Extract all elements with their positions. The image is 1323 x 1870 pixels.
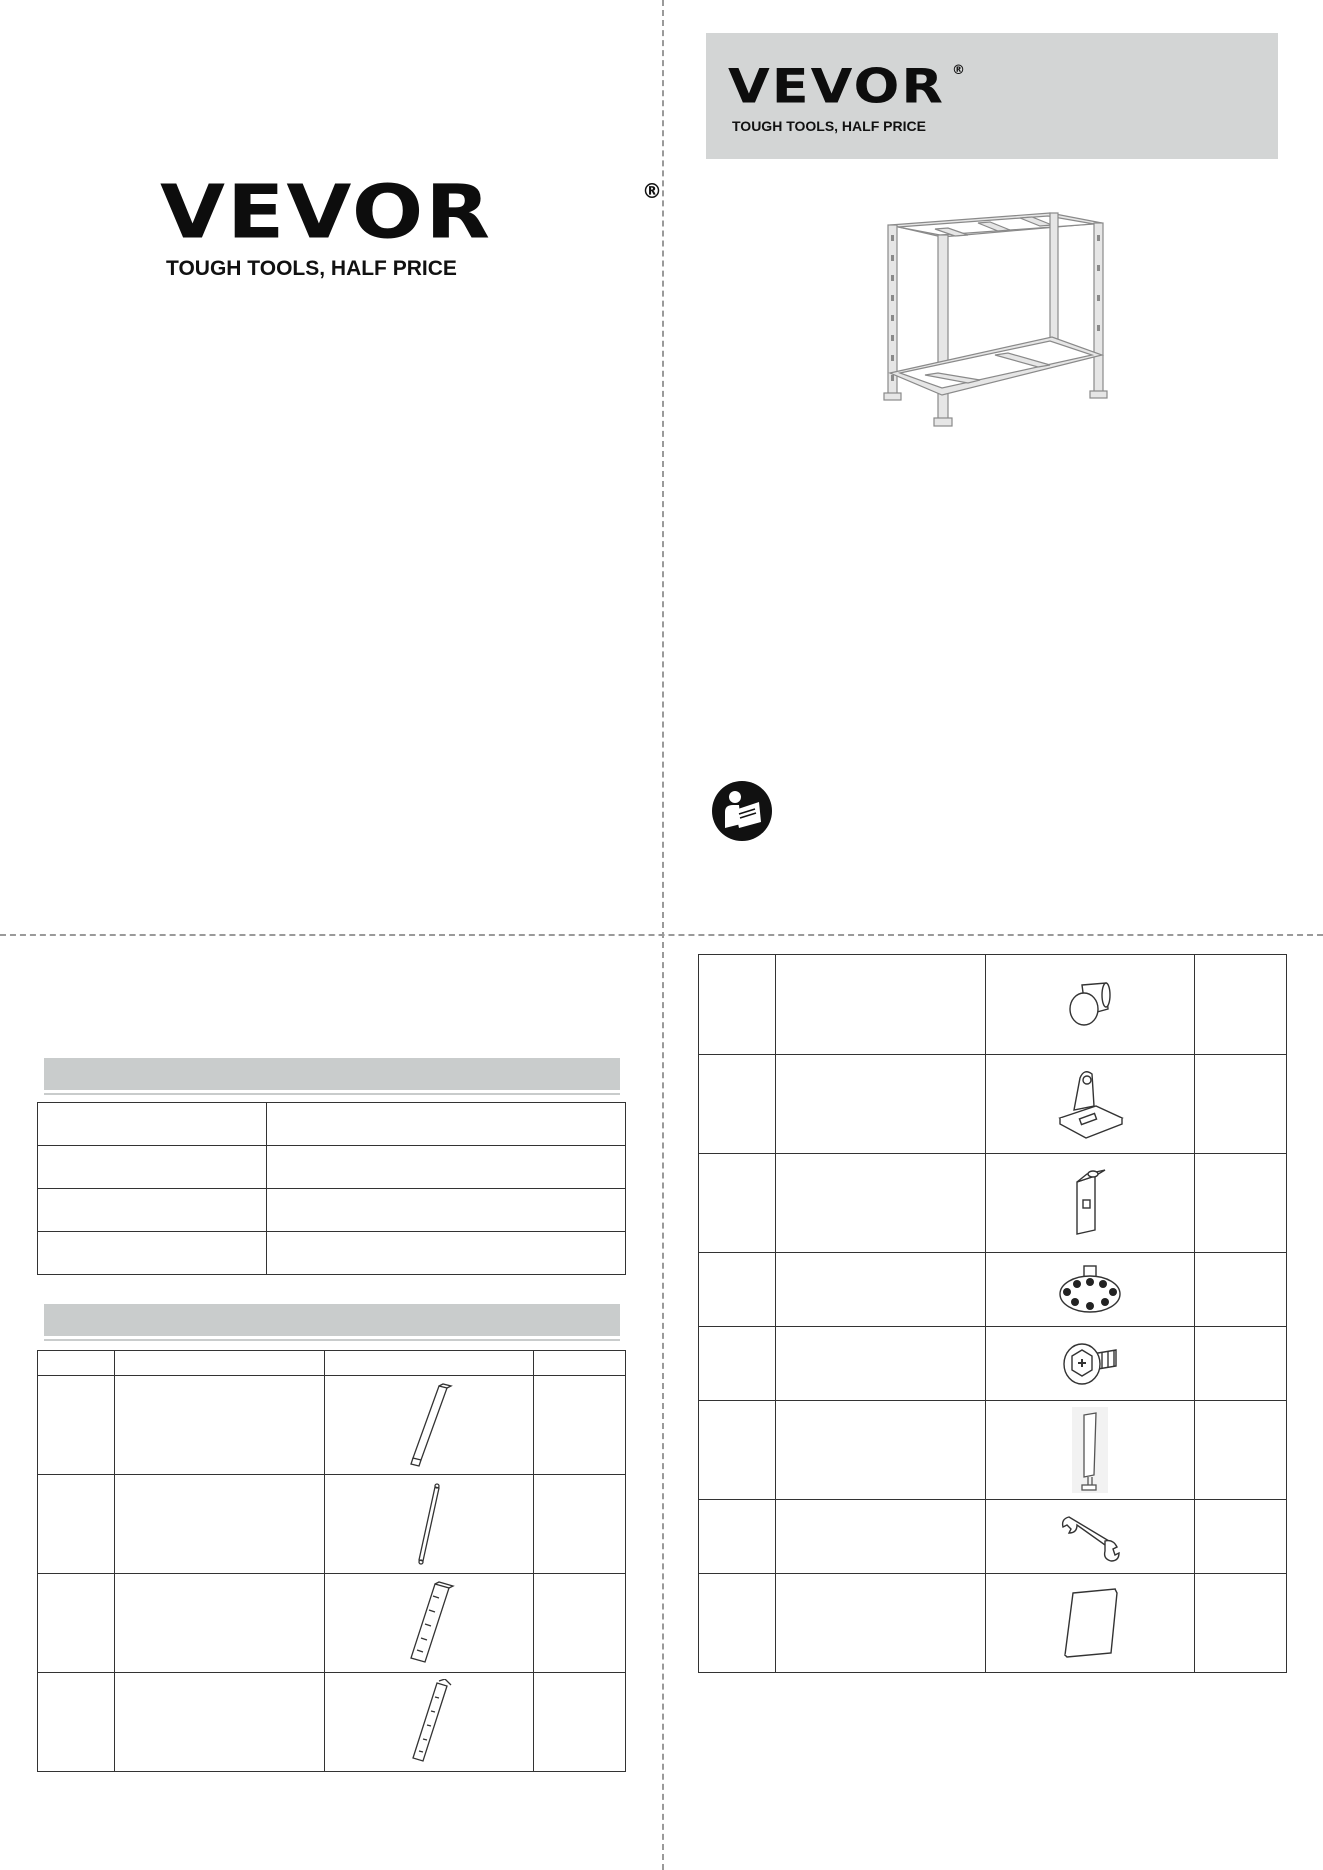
horizontal-fold-line [0, 934, 1323, 936]
table-row [38, 1574, 626, 1673]
spec-key [38, 1146, 267, 1189]
part-name [775, 955, 986, 1055]
part-no [38, 1673, 115, 1772]
header-no [38, 1351, 115, 1376]
ac-stand-frame-image [880, 205, 1110, 435]
part-qty [534, 1475, 626, 1574]
part-no [699, 955, 776, 1055]
part-no [699, 1055, 776, 1154]
registered-mark: ® [952, 63, 965, 78]
logo-tagline: TOUGH TOOLS, HALF PRICE [732, 118, 926, 134]
part-name [775, 1574, 986, 1673]
part-picture [986, 1253, 1195, 1327]
part-name [775, 1154, 986, 1253]
part-qty [1195, 955, 1287, 1055]
spec-row [38, 1103, 626, 1146]
part-no [38, 1475, 115, 1574]
part-no [38, 1376, 115, 1475]
long-bracket-bar-icon [399, 1382, 459, 1468]
table-row [38, 1673, 626, 1772]
part-picture [325, 1574, 534, 1673]
part-name [114, 1376, 325, 1475]
part-name [114, 1673, 325, 1772]
part-qty [534, 1673, 626, 1772]
part-picture [986, 1401, 1195, 1500]
part-no [699, 1327, 776, 1401]
part-picture [986, 1574, 1195, 1673]
header-qty [534, 1351, 626, 1376]
part-qty [1195, 1055, 1287, 1154]
spec-row [38, 1189, 626, 1232]
table-row [699, 1500, 1287, 1574]
expansion-anchor-icon [1070, 1405, 1110, 1495]
slotted-channel-icon [399, 1580, 459, 1666]
header-name [114, 1351, 325, 1376]
logo-tagline: TOUGH TOOLS, HALF PRICE [166, 257, 457, 280]
part-qty [1195, 1154, 1287, 1253]
part-picture [986, 1154, 1195, 1253]
parts-table-right [698, 954, 1287, 1673]
part-no [699, 1253, 776, 1327]
end-cap-icon [1060, 975, 1120, 1035]
table-row [38, 1475, 626, 1574]
part-no [38, 1574, 115, 1673]
registered-mark: ® [642, 179, 662, 203]
part-qty [534, 1376, 626, 1475]
cover-logo [160, 168, 662, 280]
specification-table [37, 1102, 626, 1275]
parts-header-row [38, 1351, 626, 1376]
flange-bolt-icon [1058, 1336, 1122, 1392]
l-bracket-foot-icon [1050, 1066, 1130, 1142]
part-picture [986, 1500, 1195, 1574]
part-name [775, 1253, 986, 1327]
table-row [699, 1327, 1287, 1401]
logo-wordmark: VEVOR [160, 168, 493, 256]
wrench-icon [1055, 1509, 1125, 1565]
spec-row [38, 1146, 626, 1189]
table-row [38, 1376, 626, 1475]
read-manual-icon [711, 780, 773, 842]
part-picture [325, 1475, 534, 1574]
table-row [699, 1401, 1287, 1500]
table-row [699, 1253, 1287, 1327]
part-qty [1195, 1401, 1287, 1500]
spec-value [267, 1103, 626, 1146]
part-name [775, 1327, 986, 1401]
part-name [114, 1574, 325, 1673]
parts-table-left [37, 1350, 626, 1772]
part-qty [1195, 1500, 1287, 1574]
part-qty [534, 1574, 626, 1673]
table-row [699, 955, 1287, 1055]
logo-wordmark: VEVOR [728, 58, 946, 115]
spec-key [38, 1232, 267, 1275]
table-row [699, 1055, 1287, 1154]
slotted-upright-icon [399, 1679, 459, 1765]
part-no [699, 1500, 776, 1574]
table-row [699, 1154, 1287, 1253]
header-logo [728, 58, 965, 134]
spec-value [267, 1232, 626, 1275]
part-qty [1195, 1253, 1287, 1327]
parts-list-section-bar [44, 1304, 620, 1336]
part-name [775, 1401, 986, 1500]
part-picture [986, 1055, 1195, 1154]
square-clip-icon [1065, 1168, 1115, 1238]
specifications-section-bar [44, 1058, 620, 1090]
part-qty [1195, 1327, 1287, 1401]
part-no [699, 1574, 776, 1673]
thin-rod-icon [409, 1481, 449, 1567]
part-name [114, 1475, 325, 1574]
spec-key [38, 1103, 267, 1146]
spec-value [267, 1146, 626, 1189]
part-picture [325, 1673, 534, 1772]
part-qty [1195, 1574, 1287, 1673]
rubber-pad-icon [1055, 1262, 1125, 1318]
spec-key [38, 1189, 267, 1232]
part-name [775, 1055, 986, 1154]
part-picture [325, 1376, 534, 1475]
part-picture [986, 1327, 1195, 1401]
part-no [699, 1154, 776, 1253]
part-no [699, 1401, 776, 1500]
header-picture [325, 1351, 534, 1376]
part-name [775, 1500, 986, 1574]
manual-booklet-icon [1055, 1585, 1125, 1661]
spec-value [267, 1189, 626, 1232]
part-picture [986, 955, 1195, 1055]
table-row [699, 1574, 1287, 1673]
spec-row [38, 1232, 626, 1275]
